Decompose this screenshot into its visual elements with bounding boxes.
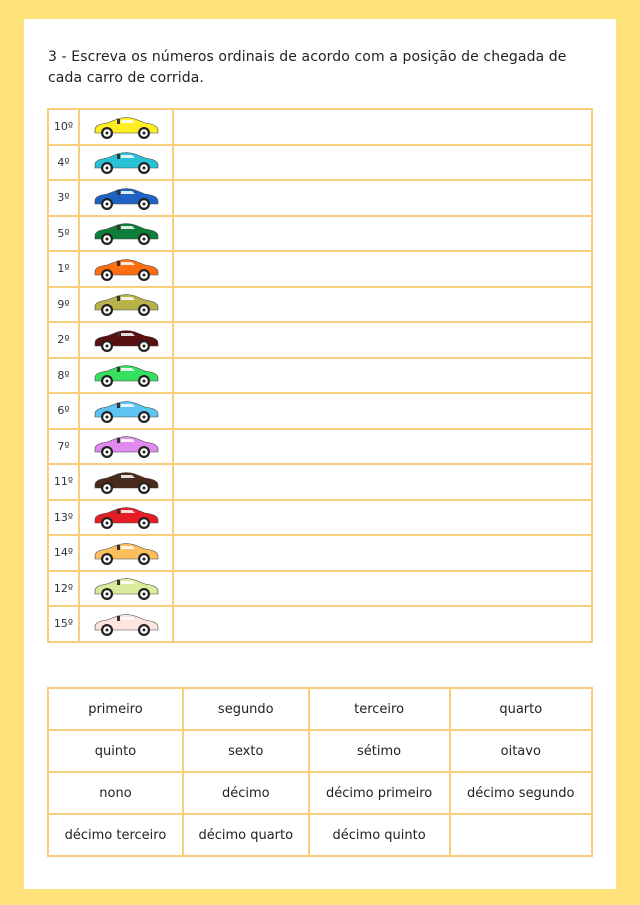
race-row — [48, 358, 592, 394]
position-label: 14º — [48, 535, 79, 571]
race-car-icon — [79, 535, 173, 571]
position-label: 13º — [48, 500, 79, 536]
answer-cell[interactable] — [173, 358, 592, 394]
position-label: 15º — [48, 606, 79, 642]
instruction-text: 3 - Escreva os números ordinais de acordo com a posição de chegada de cada carro de corrida. — [48, 49, 567, 86]
race-car-icon — [79, 393, 173, 429]
ordinal-word: quarto — [450, 688, 592, 730]
ordinal-word: segundo — [183, 688, 309, 730]
ordinal-word: sexto — [183, 730, 309, 772]
race-car-icon — [79, 145, 173, 181]
ordinal-word: décimo segundo — [450, 772, 592, 814]
position-label: 6º — [48, 393, 79, 429]
race-row — [48, 535, 592, 571]
answer-cell[interactable] — [173, 606, 592, 642]
race-car-icon — [79, 464, 173, 500]
position-label: 2º — [48, 322, 79, 358]
race-car-icon — [79, 216, 173, 252]
answer-cell[interactable] — [173, 429, 592, 465]
race-row — [48, 287, 592, 323]
answer-cell[interactable] — [173, 535, 592, 571]
race-row — [48, 393, 592, 429]
race-row — [48, 606, 592, 642]
answer-cell[interactable] — [173, 251, 592, 287]
position-label: 7º — [48, 429, 79, 465]
race-row — [48, 429, 592, 465]
position-label: 8º — [48, 358, 79, 394]
race-car-icon — [79, 500, 173, 536]
race-row — [48, 571, 592, 607]
race-row — [48, 500, 592, 536]
race-row — [48, 109, 592, 145]
position-label: 5º — [48, 216, 79, 252]
answer-cell[interactable] — [173, 216, 592, 252]
race-car-icon — [79, 429, 173, 465]
worksheet-page — [24, 19, 616, 889]
ordinal-word: sétimo — [309, 730, 450, 772]
answer-cell[interactable] — [173, 322, 592, 358]
ordinal-word: décimo primeiro — [309, 772, 450, 814]
answer-cell[interactable] — [173, 393, 592, 429]
ordinal-word: primeiro — [48, 688, 183, 730]
ordinal-word: décimo quinto — [309, 814, 450, 856]
race-car-icon — [79, 358, 173, 394]
ordinal-word-bank — [47, 687, 593, 857]
word-bank-row — [48, 688, 592, 730]
race-car-icon — [79, 109, 173, 145]
answer-cell[interactable] — [173, 109, 592, 145]
ordinal-word — [450, 814, 592, 856]
ordinal-word: décimo quarto — [183, 814, 309, 856]
race-row — [48, 145, 592, 181]
race-car-icon — [79, 180, 173, 216]
answer-cell[interactable] — [173, 287, 592, 323]
ordinal-word: décimo — [183, 772, 309, 814]
race-car-icon — [79, 287, 173, 323]
word-bank-row — [48, 730, 592, 772]
race-car-icon — [79, 251, 173, 287]
answer-cell[interactable] — [173, 145, 592, 181]
position-label: 3º — [48, 180, 79, 216]
position-label: 12º — [48, 571, 79, 607]
answer-cell[interactable] — [173, 464, 592, 500]
answer-cell[interactable] — [173, 571, 592, 607]
race-positions-table — [47, 108, 593, 643]
race-row — [48, 251, 592, 287]
race-row — [48, 180, 592, 216]
ordinal-word: quinto — [48, 730, 183, 772]
ordinal-word: nono — [48, 772, 183, 814]
position-label: 11º — [48, 464, 79, 500]
position-label: 1º — [48, 251, 79, 287]
ordinal-word: oitavo — [450, 730, 592, 772]
answer-cell[interactable] — [173, 180, 592, 216]
ordinal-word: décimo terceiro — [48, 814, 183, 856]
ordinal-word: terceiro — [309, 688, 450, 730]
position-label: 4º — [48, 145, 79, 181]
race-car-icon — [79, 606, 173, 642]
race-row — [48, 464, 592, 500]
race-car-icon — [79, 571, 173, 607]
position-label: 10º — [48, 109, 79, 145]
race-row — [48, 216, 592, 252]
answer-cell[interactable] — [173, 500, 592, 536]
race-row — [48, 322, 592, 358]
word-bank-row — [48, 814, 592, 856]
position-label: 9º — [48, 287, 79, 323]
race-car-icon — [79, 322, 173, 358]
word-bank-row — [48, 772, 592, 814]
